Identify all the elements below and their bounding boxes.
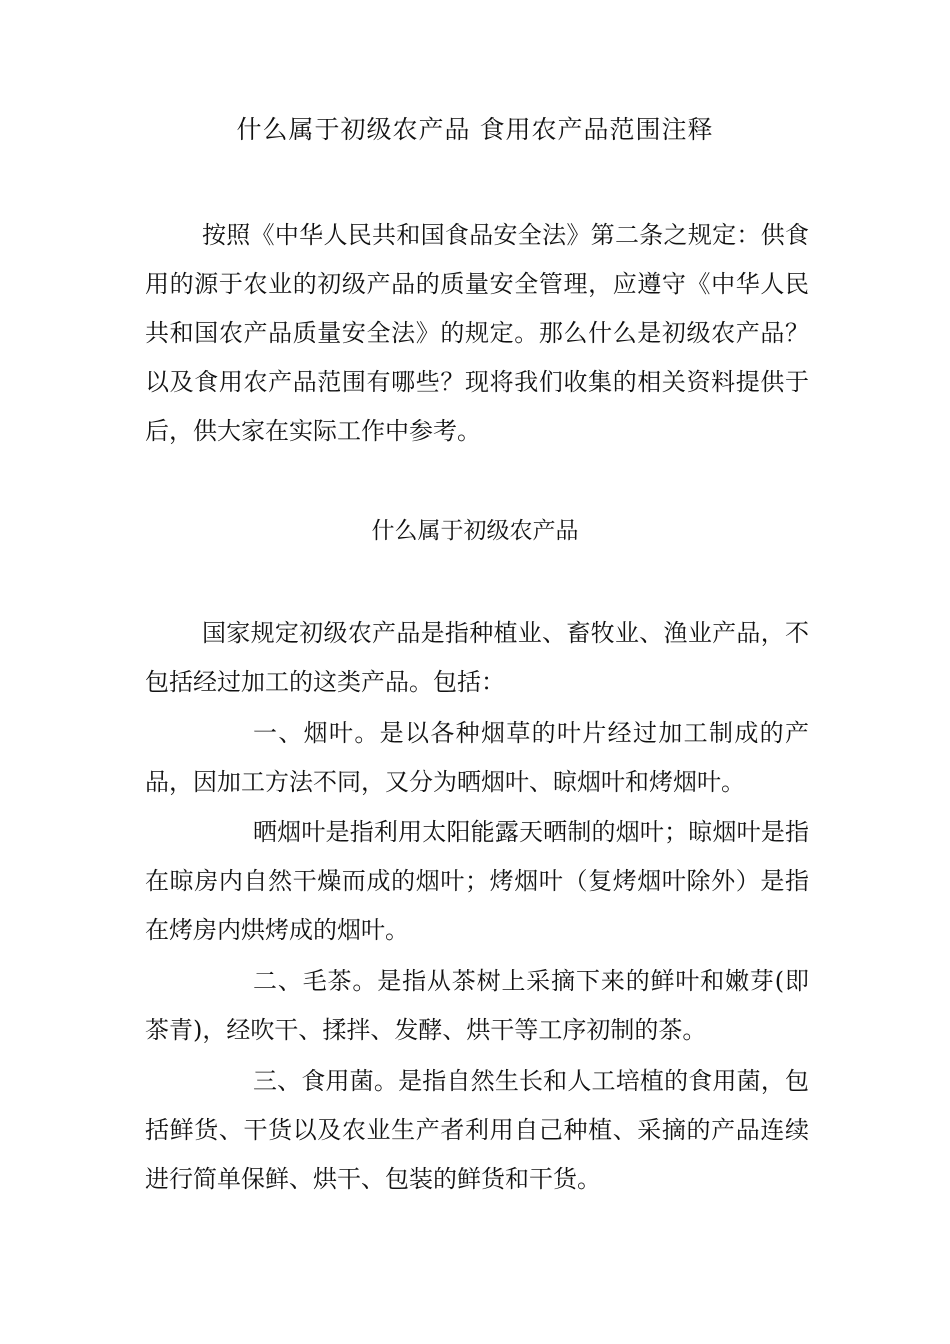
item-edible-fungi-paragraph: 三、食用菌。是指自然生长和人工培植的食用菌，包括鲜货、干货以及农业生产者利用自己种植、采摘的产品连续进行简单保鲜、烘干、包装的鲜货和干货。: [145, 1067, 809, 1193]
document-title: 什么属于初级农产品 食用农产品范围注释: [236, 115, 714, 144]
tobacco-types-paragraph: 晒烟叶是指利用太阳能露天晒制的烟叶；晾烟叶是指在晾房内自然干燥而成的烟叶；烤烟叶（复烤烟叶除外）是指在烤房内烘烤成的烟叶。: [145, 818, 809, 944]
section-heading: 什么属于初级农产品: [371, 518, 579, 544]
item-crude-tea-paragraph: 二、毛茶。是指从茶树上采摘下来的鲜叶和嫩芽(即茶青)，经吹干、揉拌、发酵、烘干等工序初制的茶。: [145, 967, 809, 1044]
item-tobacco-paragraph: 一、烟叶。是以各种烟草的叶片经过加工制成的产品，因加工方法不同，又分为晒烟叶、晾烟叶和烤烟叶。: [145, 719, 809, 796]
intro-paragraph: 按照《中华人民共和国食品安全法》第二条之规定：供食用的源于农业的初级产品的质量安全管理，应遵守《中华人民共和国农产品质量安全法》的规定。那么什么是初级农产品？以及食用农产品范围有哪些？现将我们收集的相关资料提供于后，供大家在实际工作中参考。: [145, 221, 809, 445]
definition-paragraph: 国家规定初级农产品是指种植业、畜牧业、渔业产品，不包括经过加工的这类产品。包括：: [145, 619, 809, 696]
